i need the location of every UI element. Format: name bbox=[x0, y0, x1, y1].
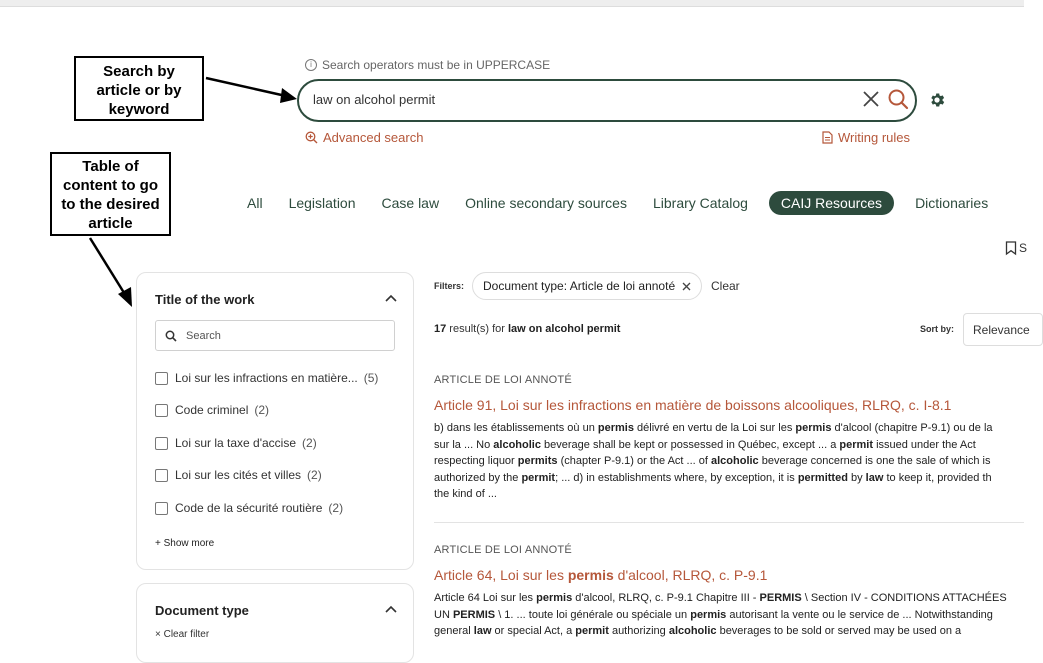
show-more-link[interactable]: + Show more bbox=[155, 538, 215, 549]
filter-item[interactable] bbox=[155, 371, 378, 385]
panel-title: Document type bbox=[155, 603, 249, 618]
search-hint-text: Search operators must be in UPPERCASE bbox=[322, 58, 551, 72]
filter-item-count: (5) bbox=[363, 371, 379, 385]
callout-line: article bbox=[88, 215, 133, 232]
title-filter-search bbox=[155, 320, 395, 351]
callout-line: content to go bbox=[63, 177, 158, 194]
callout-line: Table of bbox=[82, 158, 139, 175]
tab-legislation[interactable]: Legislation bbox=[288, 195, 356, 211]
tab-all[interactable]: All bbox=[247, 195, 263, 211]
result-snippet bbox=[434, 420, 1034, 503]
title-filter-input[interactable] bbox=[184, 329, 388, 343]
tab-case-law[interactable]: Case law bbox=[381, 195, 440, 211]
search-hint bbox=[305, 58, 550, 72]
callout-line: to the desired bbox=[61, 196, 160, 213]
result-divider bbox=[434, 522, 1024, 523]
search-bar bbox=[297, 79, 917, 122]
document-icon bbox=[822, 131, 833, 144]
filter-item[interactable] bbox=[155, 436, 317, 450]
bookmark-icon[interactable] bbox=[1005, 241, 1017, 255]
snippet-line: respecting liquor permits (chapter P-9.1) or the Act ... of alcoholic beverage concerned is one the sale of which is bbox=[434, 455, 991, 467]
search-annotation-callout bbox=[74, 56, 204, 121]
callout-line: keyword bbox=[108, 101, 170, 118]
result-item bbox=[434, 544, 1034, 640]
clear-filters-link[interactable]: Clear bbox=[711, 279, 740, 293]
chevron-up-icon[interactable] bbox=[385, 605, 397, 613]
clear-filter-link[interactable]: × Clear filter bbox=[155, 629, 210, 640]
filter-chip-label: Document type: Article de loi annoté bbox=[483, 279, 676, 293]
filter-item-label: Loi sur les cités et villes bbox=[175, 468, 302, 482]
save-search-label[interactable]: S bbox=[1019, 241, 1028, 255]
result-type: ARTICLE DE LOI ANNOTÉ bbox=[434, 374, 572, 386]
tab-online-secondary-sources[interactable]: Online secondary sources bbox=[465, 195, 627, 211]
info-icon: i bbox=[305, 59, 317, 71]
close-icon[interactable] bbox=[682, 282, 691, 291]
writing-rules-label: Writing rules bbox=[838, 130, 911, 145]
title-of-work-panel bbox=[136, 272, 414, 570]
tab-caij-resources[interactable]: CAIJ Resources bbox=[769, 191, 894, 215]
panel-title: Title of the work bbox=[155, 292, 255, 307]
checkbox[interactable] bbox=[155, 404, 168, 417]
checkbox[interactable] bbox=[155, 502, 168, 515]
result-title-link[interactable]: Article 91, Loi sur les infractions en matière de boissons alcooliques, RLRQ, c. I-8.1 bbox=[434, 397, 952, 413]
sort-label: Sort by: bbox=[920, 324, 955, 334]
gear-icon[interactable] bbox=[928, 91, 946, 109]
result-title-link[interactable]: Article 64, Loi sur les permis d'alcool, RLRQ, c. P-9.1 bbox=[434, 567, 768, 583]
callout-line: Search by bbox=[103, 63, 175, 80]
filter-item-label: Loi sur la taxe d'accise bbox=[175, 436, 297, 450]
filter-item[interactable] bbox=[155, 468, 322, 482]
filter-item-count: (2) bbox=[328, 501, 344, 515]
category-tabs bbox=[247, 191, 1014, 215]
result-count-number: 17 bbox=[434, 323, 447, 335]
filter-item-count: (2) bbox=[307, 468, 322, 482]
result-count-text: result(s) for bbox=[446, 323, 508, 335]
checkbox[interactable] bbox=[155, 469, 168, 482]
chevron-up-icon[interactable] bbox=[385, 294, 397, 302]
filter-chip[interactable] bbox=[472, 272, 702, 300]
advanced-search-link[interactable] bbox=[305, 130, 423, 145]
filter-item[interactable] bbox=[155, 501, 343, 515]
zoom-plus-icon bbox=[305, 131, 318, 144]
result-item bbox=[434, 374, 1034, 503]
checkbox[interactable] bbox=[155, 437, 168, 450]
filters-label: Filters: bbox=[434, 281, 465, 291]
snippet-line: general law or special Act, a permit authorizing alcoholic beverages to be sold or served may be used on a bbox=[434, 625, 962, 637]
search-input[interactable] bbox=[311, 91, 835, 108]
document-type-panel bbox=[136, 583, 414, 663]
tab-library-catalog[interactable]: Library Catalog bbox=[652, 195, 748, 211]
filter-item-label: Code de la sécurité routière bbox=[175, 501, 323, 515]
snippet-line: UN PERMIS \ 1. ... toute loi générale ou spéciale un permis autorisant la vente ou le service de ... Notwithstanding bbox=[434, 608, 993, 621]
tab-dictionaries[interactable]: Dictionaries bbox=[915, 195, 989, 211]
filter-item-label: Loi sur les infractions en matière... bbox=[175, 371, 358, 385]
search-icon[interactable] bbox=[887, 88, 909, 110]
result-count-query: law on alcohol permit bbox=[507, 323, 621, 335]
toc-annotation-callout bbox=[50, 152, 171, 236]
sort-select[interactable]: Relevance bbox=[963, 313, 1043, 346]
snippet-line: b) dans les établissements où un permis délivré en vertu de la Loi sur les permis d'alcool (chapitre P-9.1) ou de la bbox=[434, 422, 993, 434]
snippet-line: sur la ... No alcoholic beverage shall be kept or possessed in Québec, except ... a permit issued under the Act bbox=[434, 438, 976, 451]
result-count bbox=[434, 323, 620, 335]
advanced-search-label: Advanced search bbox=[323, 130, 424, 145]
snippet-line: authorized by the permit; ... d) in establishments where, by exception, it is permitted by law to keep it, provided th bbox=[434, 471, 992, 484]
filter-item-count: (2) bbox=[254, 403, 270, 417]
result-type: ARTICLE DE LOI ANNOTÉ bbox=[434, 544, 572, 556]
top-bar bbox=[0, 0, 1024, 7]
snippet-line: the kind of ... bbox=[434, 488, 497, 500]
result-snippet bbox=[434, 590, 1034, 640]
callout-line: article or by bbox=[96, 82, 182, 99]
snippet-line: Article 64 Loi sur les permis d'alcool, RLRQ, c. P-9.1 Chapitre III - PERMIS \ Section IV - CONDITIONS ATTACHÉES bbox=[434, 592, 1007, 604]
filter-item[interactable] bbox=[155, 403, 269, 417]
writing-rules-link[interactable] bbox=[822, 130, 910, 145]
clear-search-icon[interactable] bbox=[861, 89, 881, 109]
filter-item-label: Code criminel bbox=[175, 403, 249, 417]
filter-item-count: (2) bbox=[302, 436, 317, 450]
checkbox[interactable] bbox=[155, 372, 168, 385]
search-icon bbox=[165, 330, 177, 342]
